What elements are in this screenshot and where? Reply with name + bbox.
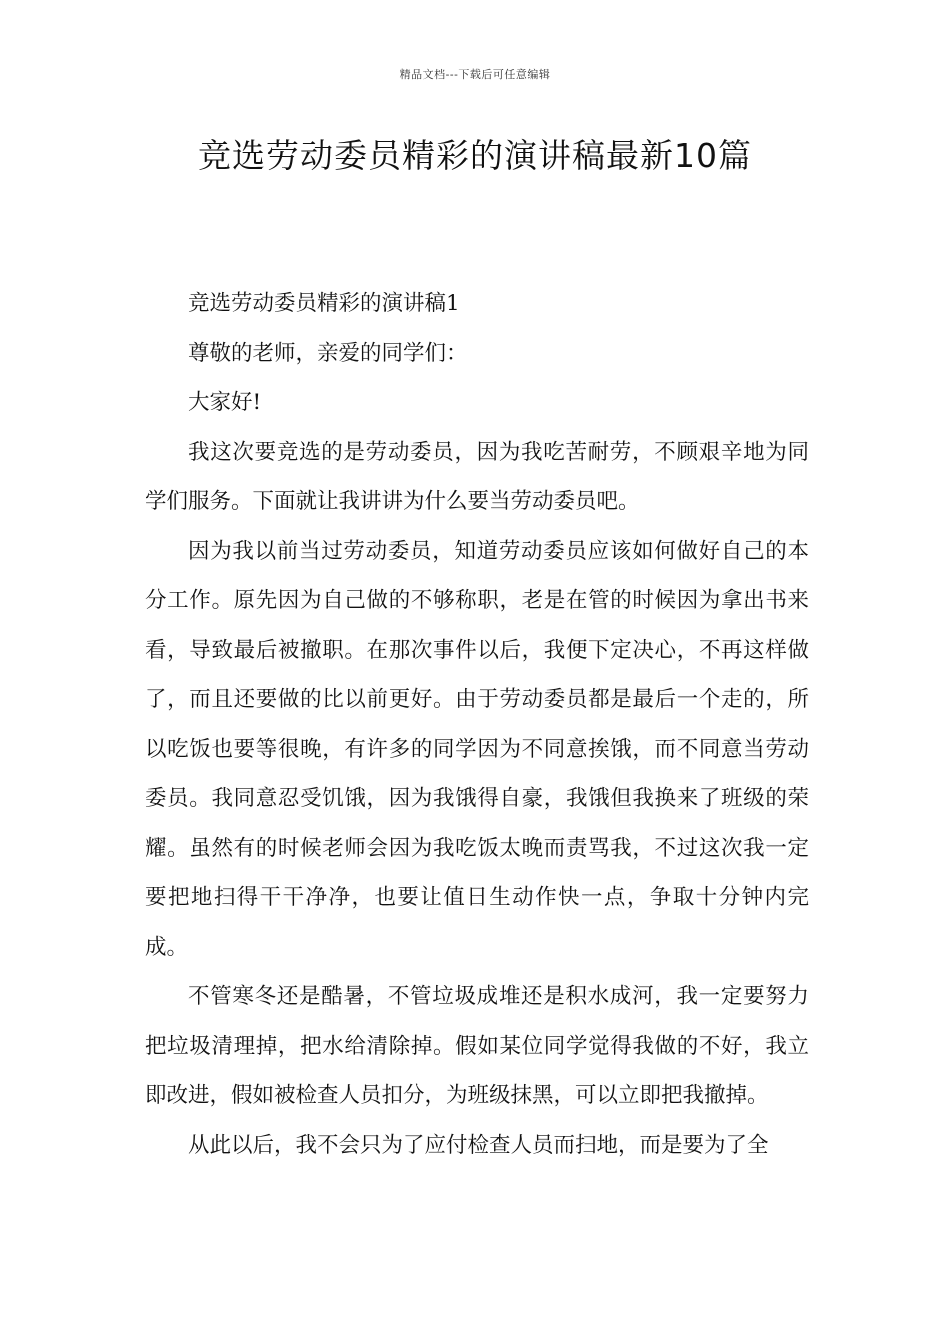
section-heading: 竞选劳动委员精彩的演讲稿1 xyxy=(188,291,460,316)
body-paragraph: 不管寒冬还是酷暑，不管垃圾成堆还是积水成河，我一定要努力把垃圾清理掉，把水给清除掉。假如某位同学觉得我做的不好，我立即改进，假如被检查人员扣分，为班级抹黑，可以立即把我撤掉。 xyxy=(145,984,809,1108)
page-header-note: 精品文档---下载后可任意编辑 xyxy=(399,68,551,81)
body-paragraph: 我这次要竞选的是劳动委员，因为我吃苦耐劳，不顾艰辛地为同学们服务。下面就让我讲讲为什么要当劳动委员吧。 xyxy=(145,439,809,514)
document-title: 竞选劳动委员精彩的演讲稿最新10篇 xyxy=(198,136,752,175)
document-body xyxy=(145,279,809,1170)
body-paragraph: 从此以后，我不会只为了应付检查人员而扫地，而是要为了全 xyxy=(188,1132,769,1158)
body-paragraph: 因为我以前当过劳动委员，知道劳动委员应该如何做好自己的本分工作。原先因为自己做的不够称职，老是在管的时候因为拿出书来看，导致最后被撤职。在那次事件以后，我便下定决心，不再这样做了，而且还要做的比以前更好。由于劳动委员都是最后一个走的，所以吃饭也要等很晚，有许多的同学因为不同意挨饿，而不同意当劳动委员。我同意忍受饥饿，因为我饿得自豪，我饿但我换来了班级的荣耀。虽然有的时候老师会因为我吃饭太晚而责骂我，不过这次我一定要把地扫得干干净净，也要让值日生动作快一点，争取十分钟内完成。 xyxy=(145,538,809,960)
salutation: 尊敬的老师，亲爱的同学们： xyxy=(188,340,468,366)
greeting: 大家好! xyxy=(188,390,262,415)
